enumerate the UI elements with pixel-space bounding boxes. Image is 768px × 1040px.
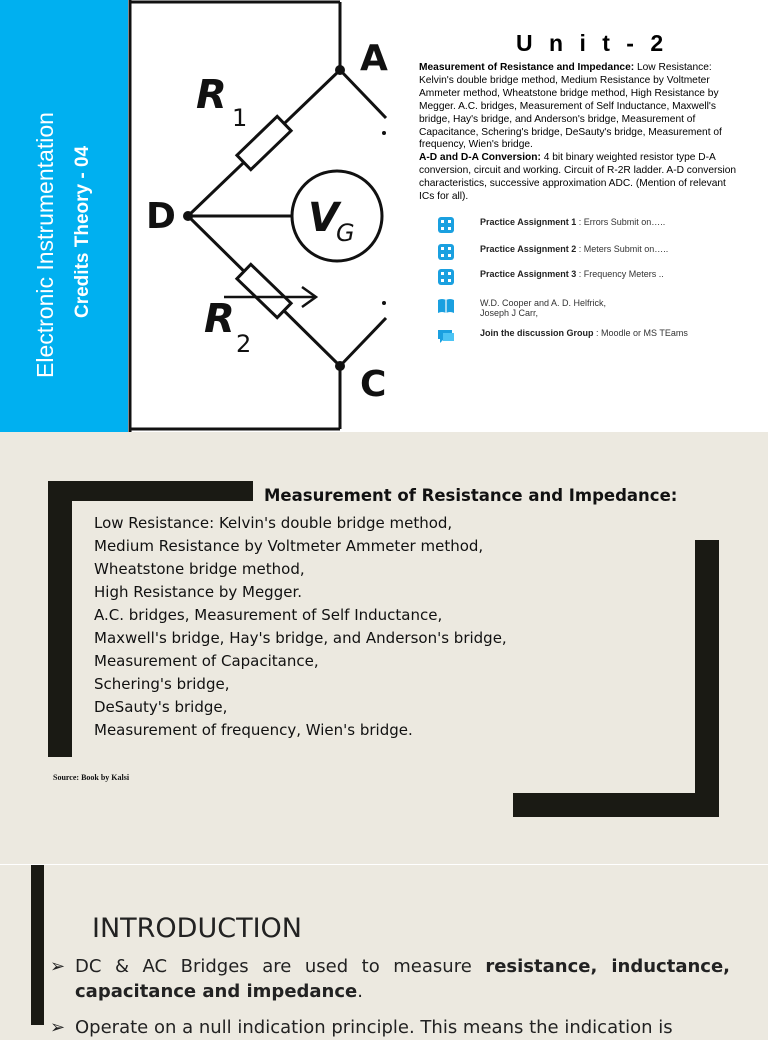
- title-sidebar: [0, 0, 128, 432]
- practice-assignment-2[interactable]: [437, 244, 668, 260]
- bullet1-post: .: [357, 981, 363, 1002]
- course-title: Electronic Instrumentation: [32, 112, 58, 378]
- list-item: Wheatstone bridge method,: [94, 560, 305, 578]
- frame-bracket-right: [695, 540, 719, 817]
- item-detail: : Meters Submit on…..: [576, 244, 669, 254]
- bullet1-pre: DC & AC Bridges are used to measure: [75, 956, 486, 977]
- svg-text:R: [204, 296, 235, 342]
- bullet-text-2: Operate on a null indication principle. This means the indication is: [75, 1017, 673, 1038]
- resistor-r2: [237, 264, 291, 317]
- node-d-label: D: [146, 196, 176, 237]
- svg-text:D: [146, 196, 176, 237]
- slide2-heading: Measurement of Resistance and Impedance:: [264, 486, 678, 505]
- chat-icon: [437, 328, 455, 344]
- calculator-icon: [437, 217, 455, 233]
- syllabus-section2-body: 4 bit binary weighted resistor type D-A conversion, circuit and working. Circuit of R-2R ladder. A-D conversion characteristics, successive approximation ADC. (Mention of relevant ICs for all).: [419, 152, 737, 203]
- bullet-arrow-icon: ➢: [50, 956, 66, 977]
- frame-bracket-left: [48, 481, 72, 757]
- book-authors-line1: W.D. Cooper and A. D. Helfrick,: [480, 298, 607, 308]
- r1-label: R: [196, 72, 227, 118]
- item-label: Practice Assignment 1: [480, 217, 577, 227]
- frame-bracket-bottom: [513, 793, 719, 817]
- topic-list: [94, 512, 507, 742]
- frame-bracket-top: [48, 481, 253, 501]
- practice-assignment-3[interactable]: [437, 269, 664, 285]
- list-item: Low Resistance: Kelvin's double bridge method,: [94, 514, 453, 532]
- unit-title: U n i t - 2: [516, 30, 669, 56]
- list-item: DeSauty's bridge,: [94, 698, 228, 716]
- calculator-icon: [437, 244, 455, 260]
- svg-text:R: [196, 72, 227, 118]
- slide-introduction: [0, 864, 768, 1038]
- list-item: High Resistance by Megger.: [94, 583, 303, 601]
- svg-text:1: [232, 104, 247, 132]
- item-detail: : Errors Submit on…..: [576, 217, 666, 227]
- list-item: Measurement of frequency, Wien's bridge.: [94, 721, 413, 739]
- node-c-label: C: [360, 364, 387, 405]
- bullet-text-1: [75, 954, 730, 1004]
- practice-assignment-1[interactable]: [437, 217, 665, 233]
- item-label: Practice Assignment 3: [480, 269, 577, 279]
- reference-books: [437, 298, 606, 318]
- list-item: Measurement of Capacitance,: [94, 652, 319, 670]
- vg-subscript: G: [336, 219, 355, 247]
- item-label: Practice Assignment 2: [480, 244, 577, 254]
- r2-label: R: [204, 296, 235, 342]
- node-a-label: A: [360, 38, 388, 79]
- list-item: A.C. bridges, Measurement of Self Inductance,: [94, 606, 443, 624]
- list-item: Maxwell's bridge, Hay's bridge, and Anderson's bridge,: [94, 629, 507, 647]
- vg-label: V: [308, 195, 339, 241]
- svg-text:2: [236, 330, 251, 358]
- slide3-title: INTRODUCTION: [92, 913, 302, 944]
- bridge-circuit-diagram: [128, 0, 386, 432]
- r1-subscript: 1: [232, 104, 248, 132]
- accent-bar: [31, 865, 44, 1025]
- list-item: Schering's bridge,: [94, 675, 230, 693]
- r2-subscript: 2: [236, 330, 252, 358]
- bullet-arrow-icon: ➢: [50, 1017, 66, 1038]
- item-label: Join the discussion Group: [480, 328, 594, 338]
- calculator-icon: [437, 269, 455, 285]
- slide-resistance-impedance: [0, 432, 768, 864]
- svg-text:G: [336, 219, 355, 247]
- syllabus-section1-title: Measurement of Resistance and Impedance:: [419, 62, 635, 73]
- syllabus-section1-body: Low Resistance: Kelvin's double bridge method, Medium Resistance by Voltmeter Ammeter method, Wheatstone bridge method, High Resistance by Megger. A.C. bridges, Measurement of Self Inductance, Maxwell's bridge, Hay's bridge, and Anderson's bridge, Measurement of Capacitance, Schering's bridge, DeSauty's bridge, Measurement of frequency, Wien's bridge.: [419, 62, 722, 151]
- bullet1-bold: resistance, inductance, capacitance and impedance: [75, 956, 731, 1002]
- slide-unit-overview: [0, 0, 768, 432]
- source-citation: Source: Book by Kalsi: [53, 773, 130, 782]
- book-authors-line2: Joseph J Carr,: [480, 308, 539, 318]
- book-icon: [437, 298, 455, 314]
- course-credits: Credits Theory - 04: [72, 145, 93, 318]
- list-item: Medium Resistance by Voltmeter Ammeter method,: [94, 537, 484, 555]
- svg-text:A: [360, 38, 388, 79]
- syllabus-section2-title: A-D and D-A Conversion:: [419, 152, 541, 164]
- item-detail: : Moodle or MS TEams: [593, 328, 688, 338]
- discussion-group[interactable]: [437, 328, 688, 344]
- item-detail: : Frequency Meters ..: [576, 269, 664, 279]
- svg-text:C: [360, 364, 386, 405]
- syllabus-text: [419, 62, 739, 204]
